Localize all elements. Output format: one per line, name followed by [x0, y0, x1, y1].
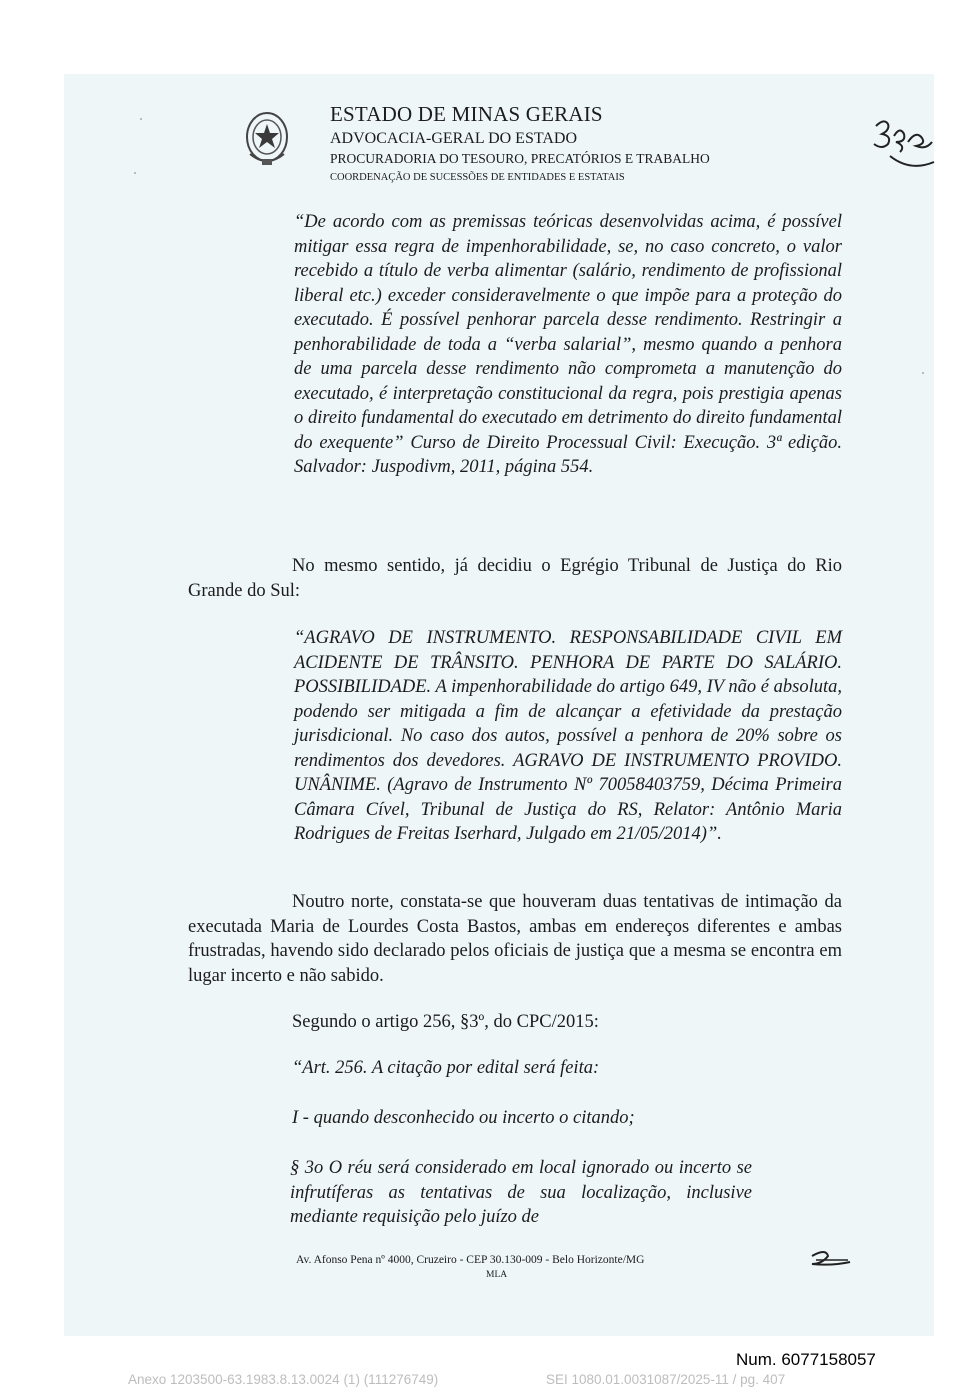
document-number: Num. 6077158057: [736, 1350, 876, 1369]
annex-stamp: Anexo 1203500-63.1983.8.13.0024 (1) (111276749): [128, 1372, 439, 1387]
article-256-caput: “Art. 256. A citação por edital será feita:: [292, 1058, 600, 1078]
footer-initials: MLA: [486, 1270, 508, 1280]
header-coordenacao: COORDENAÇÃO DE SUCESSÕES DE ENTIDADES E ESTATAIS: [330, 172, 625, 183]
header-agency: ADVOCACIA-GERAL DO ESTADO: [330, 130, 577, 147]
paragraph-artigo: Segundo o artigo 256, §3º, do CPC/2015:: [292, 1012, 599, 1032]
doctrine-quote: “De acordo com as premissas teóricas desenvolvidas acima, é possível mitigar essa regra de impenhorabilidade, se, no caso concreto, o valor recebido a título de verba alimentar (salário, rendimento de profissional liberal etc.) exceder consideravelmente o que impõe para a proteção do executado. É possível penhorar parcela desse rendimento. Restringir a penhorabilidade de toda a “verba salarial”, mesmo quando a penhora de uma parcela desse rendimento não comprometa a manutenção do executado, é interpretação constitucional da regra, pois prestigia apenas o direito fundamental do executado em detrimento do direito fundamental do exequente” Curso de Direito Processual Civil: Execução. 3ª edição. Salvador: Juspodivm, 2011, página 554.: [294, 212, 842, 477]
scan-speck: [134, 172, 136, 174]
scan-speck: [140, 118, 142, 120]
footer-address: Av. Afonso Pena nº 4000, Cruzeiro - CEP 30.130-009 - Belo Horizonte/MG: [296, 1254, 645, 1266]
initials-signature: [808, 1246, 854, 1274]
sei-stamp: SEI 1080.01.0031087/2025-11 / pg. 407: [546, 1372, 786, 1387]
article-256-paragraph-3: § 3o O réu será considerado em local ignorado ou incerto se infrutíferas as tentativas de sua localização, inclusive mediante requisição pelo juízo de: [290, 1158, 752, 1227]
paragraph-tribunal: No mesmo sentido, já decidiu o Egrégio Tribunal de Justiça do Rio Grande do Sul:: [188, 556, 842, 601]
article-256-item-i: I - quando desconhecido ou incerto o citando;: [292, 1108, 635, 1128]
jurisprudence-quote: “AGRAVO DE INSTRUMENTO. RESPONSABILIDADE CIVIL EM ACIDENTE DE TRÂNSITO. PENHORA DE PARTE DO SALÁRIO. POSSIBILIDADE. A impenhorabilidade do artigo 649, IV não é absoluta, podendo ser mitigada a fim de alcançar a efetividade da prestação jurisdicional. No caso dos autos, possível a penhora de 20% sobre os rendimentos dos devedores. AGRAVO DE INSTRUMENTO PROVIDO. UNÂNIME. (Agravo de Instrumento Nº 70058403759, Décima Primeira Câmara Cível, Tribunal de Justiça do RS, Relator: Antônio Maria Rodrigues de Freitas Iserhard, Julgado em 21/05/2014)”.: [294, 628, 842, 844]
state-seal-icon: [244, 110, 290, 168]
paragraph-intimacao: Noutro norte, constata-se que houveram duas tentativas de intimação da executada Maria de Lourdes Costa Bastos, ambas em endereços diferentes e ambas frustradas, havendo sido declarado pelos oficiais de justiça que a mesma se encontra em lugar incerto e não sabido.: [188, 892, 842, 986]
header-state: ESTADO DE MINAS GERAIS: [330, 102, 603, 126]
handwritten-page-number: [870, 112, 936, 176]
scan-speck: [922, 372, 924, 374]
header-procuradoria: PROCURADORIA DO TESOURO, PRECATÓRIOS E TRABALHO: [330, 151, 710, 166]
